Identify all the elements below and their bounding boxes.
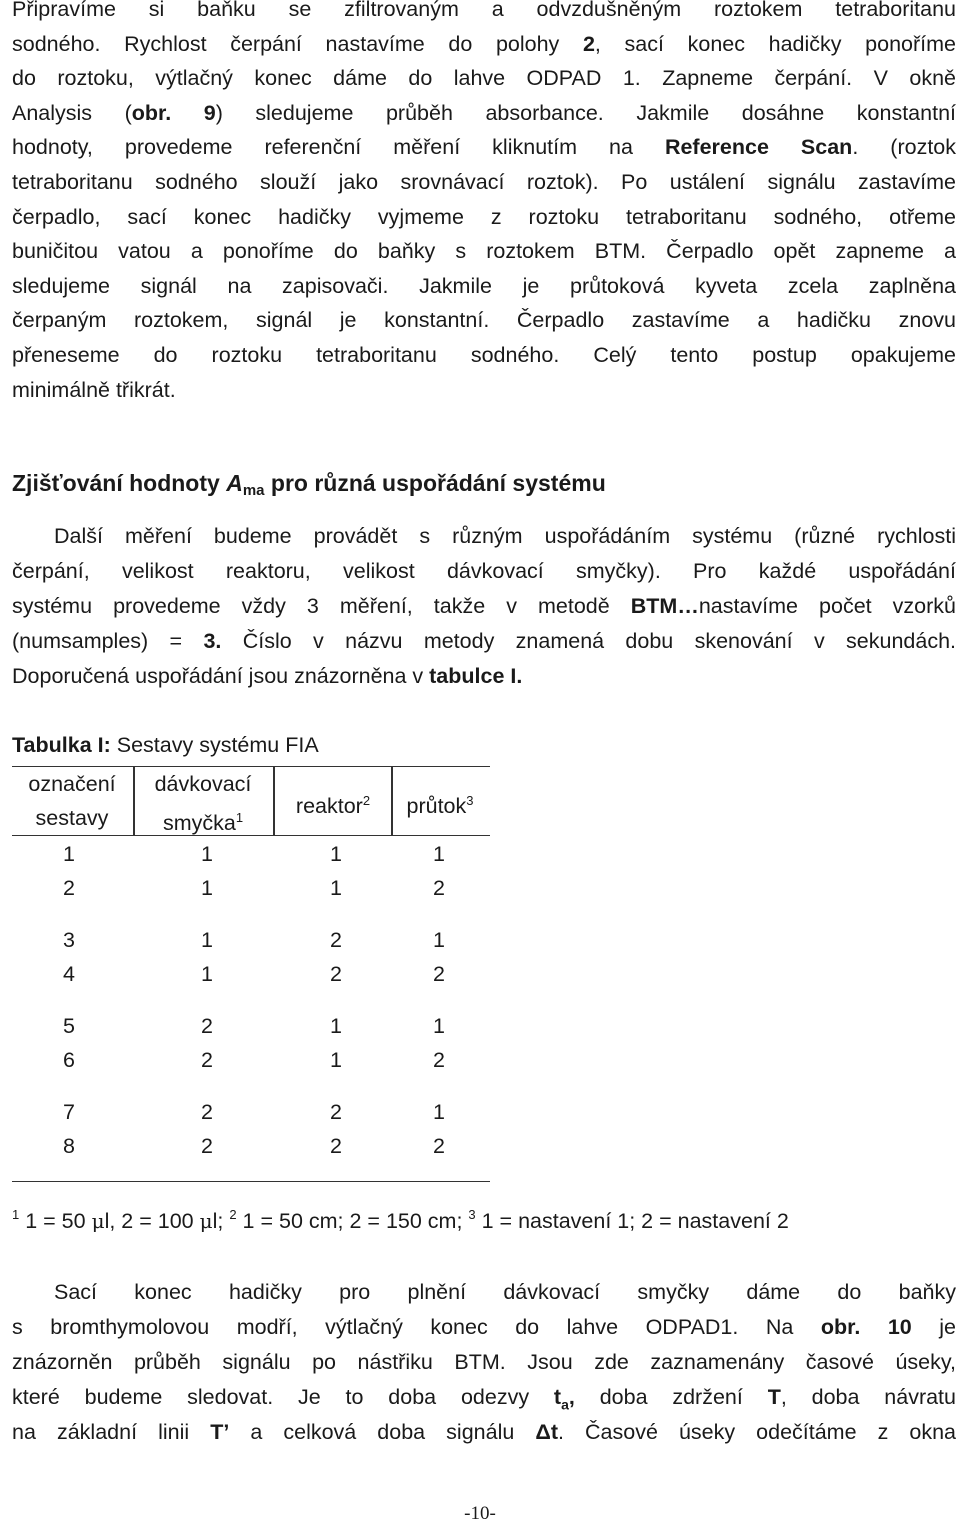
cell-reactor: 1 (330, 1014, 342, 1038)
cell-flow: 1 (433, 1100, 445, 1124)
text: které budeme sledovat. Je to doba odezvy (12, 1385, 554, 1409)
section-heading (12, 470, 606, 499)
text: buničitou vatou a ponoříme do baňky s roztokem BTM. Čerpadlo opět zapneme a (12, 239, 956, 264)
footnote-text: 1 = nastavení 1; 2 = nastavení 2 (475, 1209, 789, 1233)
cell-reactor: 2 (330, 1134, 342, 1158)
cell-reactor: 1 (330, 1048, 342, 1072)
footnote-marker: 3 (466, 793, 474, 808)
cell-flow: 1 (433, 842, 445, 866)
text-bold: , (568, 1385, 575, 1409)
text: do roztoku, výtlačný konec dáme do lahve ODPAD 1. Zapneme čerpání. V okně (12, 66, 956, 91)
cell-reactor: 1 (330, 876, 342, 900)
cell-flow: 2 (433, 962, 445, 986)
heading-text: Zjišťování hodnoty (12, 470, 227, 496)
heading-subscript: ma (242, 482, 265, 499)
header-designation (12, 767, 132, 835)
cell-loop: 2 (201, 1134, 213, 1158)
text: nastavíme počet vzorků (698, 594, 956, 618)
cell-flow: 1 (433, 1014, 445, 1038)
cell-designation: 1 (63, 842, 75, 866)
paragraph-intro (12, 0, 956, 407)
table-row (12, 1129, 490, 1163)
symbol-T: T (767, 1385, 781, 1409)
micro-symbol: μ (91, 1209, 105, 1233)
page-number: -10- (464, 1503, 496, 1524)
text: Připravíme si baňku se zfiltrovaným a odvzdušněným roztokem tetraboritanu (12, 0, 956, 21)
symbol-t: t (553, 1385, 562, 1409)
text: doba zdržení (574, 1385, 768, 1409)
table-caption (12, 733, 319, 758)
text: hodnoty, provedeme referenční měření kliknutím na (12, 135, 665, 160)
footnote-text: l; (212, 1209, 230, 1233)
text: sledujeme signál na zapisovači. Jakmile je průtoková kyveta zcela zaplněna (12, 273, 956, 298)
text: přeneseme do roztoku tetraboritanu sodného. Celý tento postup opakujeme (12, 342, 956, 367)
text: . (roztok (852, 135, 956, 160)
text: Číslo v názvu metody znamená dobu skenování v sekundách. (221, 629, 956, 653)
footnote-marker: 3 (468, 1207, 476, 1222)
paragraph-measurements (12, 519, 956, 694)
text: Sací konec hadičky pro plnění dávkovací smyčky dáme do baňky (54, 1280, 956, 1304)
text: Analysis ( (12, 100, 132, 125)
symbol-delta-t: Δt (535, 1420, 558, 1444)
cell-designation: 4 (63, 962, 75, 986)
text: Další měření budeme provádět s různým uspořádáním systému (různé rychlosti (54, 524, 956, 548)
footnote-marker: 1 (12, 1207, 20, 1222)
paragraph-btm-signal (12, 1275, 956, 1450)
text: na základní linii (12, 1420, 211, 1444)
table-row (12, 1043, 490, 1077)
text: , sací konec hadičky ponoříme (594, 31, 957, 56)
footnote-marker: 1 (235, 810, 244, 825)
text: tetraboritanu sodného slouží jako srovnávací roztok). Po ustálení signálu zastavíme (12, 169, 956, 194)
cell-flow: 1 (433, 928, 445, 952)
text: systému provedeme vždy 3 měření, takže v metodě (12, 594, 631, 618)
header-text: označení (28, 772, 116, 796)
cell-loop: 1 (201, 876, 213, 900)
text: . Časové úseky odečítáme z okna (557, 1420, 957, 1444)
footnote-text: l, 2 = 100 (104, 1209, 200, 1233)
text-bold: 2 (582, 31, 595, 56)
text: znázorněn průběh signálu po nástřiku BTM. Jsou zde zaznamenány časové úseky, (12, 1350, 956, 1374)
cell-flow: 2 (433, 876, 445, 900)
table-row (12, 923, 490, 957)
header-text: průtok (406, 794, 467, 818)
text: je (911, 1315, 956, 1339)
header-text: sestavy (35, 806, 109, 830)
cell-designation: 5 (63, 1014, 75, 1038)
text-bold: BTM… (630, 594, 699, 618)
header-reactor (274, 784, 392, 823)
cell-loop: 1 (201, 928, 213, 952)
cell-reactor: 1 (330, 842, 342, 866)
cell-reactor: 2 (330, 928, 342, 952)
heading-text: pro různá uspořádání systému (264, 470, 606, 496)
cell-designation: 8 (63, 1134, 75, 1158)
text-bold: 3. (203, 629, 222, 653)
table-row (12, 871, 490, 905)
text: minimálně třikrát. (12, 377, 176, 402)
table-ref: tabulce I (429, 664, 517, 688)
figure-ref: obr. 10 (820, 1315, 912, 1339)
cell-loop: 2 (201, 1048, 213, 1072)
cell-reactor: 2 (330, 962, 342, 986)
cell-designation: 2 (63, 876, 75, 900)
cell-loop: 2 (201, 1100, 213, 1124)
cell-designation: 7 (63, 1100, 75, 1124)
text: čerpání, velikost reaktoru, velikost dávkovací smyčky). Pro každé uspořádání (12, 559, 956, 583)
header-text: reaktor (295, 794, 363, 818)
micro-symbol: μ (199, 1209, 213, 1233)
footnote-marker: 2 (229, 1207, 237, 1222)
text: čerpadlo, sací konec hadičky vyjmeme z roztoku tetraboritanu sodného, otřeme (12, 204, 956, 229)
cell-loop: 2 (201, 1014, 213, 1038)
text: s bromthymolovou modří, výtlačný konec do lahve ODPAD1. Na (12, 1315, 821, 1339)
subscript: a (561, 1396, 569, 1413)
text: (numsamples) = (12, 629, 204, 653)
header-text: dávkovací (154, 772, 252, 796)
cell-designation: 6 (63, 1048, 75, 1072)
header-loop (134, 767, 272, 840)
symbol-T-prime: T’ (210, 1420, 230, 1444)
cell-flow: 2 (433, 1134, 445, 1158)
header-flow (390, 784, 490, 823)
footnote-text: 1 = 50 cm; 2 = 150 cm; (236, 1209, 469, 1233)
table-header (12, 767, 490, 836)
text: , doba návratu (780, 1385, 956, 1409)
text: ) sledujeme průběh absorbance. Jakmile dosáhne konstantní (215, 100, 956, 125)
text: Doporučená uspořádání jsou znázorněna v (12, 664, 430, 688)
configuration-table (12, 766, 490, 1182)
header-text: smyčka (162, 811, 236, 835)
footnote-text: 1 = 50 (19, 1209, 92, 1233)
table-row (12, 957, 490, 991)
table-footnote (12, 1207, 789, 1234)
table-row (12, 1095, 490, 1129)
table-row (12, 837, 490, 871)
text-bold: Reference Scan (664, 135, 853, 160)
text-bold: . (516, 664, 523, 688)
text: sodného. Rychlost čerpání nastavíme do polohy (12, 31, 583, 56)
cell-reactor: 2 (330, 1100, 342, 1124)
heading-symbol: A (226, 470, 243, 496)
text: a celková doba signálu (229, 1420, 536, 1444)
caption-text: Sestavy systému FIA (110, 733, 319, 757)
cell-loop: 1 (201, 842, 213, 866)
figure-ref: obr. 9 (131, 100, 216, 125)
table-row (12, 1009, 490, 1043)
cell-loop: 1 (201, 962, 213, 986)
cell-designation: 3 (63, 928, 75, 952)
footnote-marker: 2 (362, 793, 371, 808)
cell-flow: 2 (433, 1048, 445, 1072)
text: čerpaným roztokem, signál je konstantní. Čerpadlo zastavíme a hadičku znovu (12, 308, 956, 333)
caption-label: Tabulka I: (12, 733, 111, 757)
